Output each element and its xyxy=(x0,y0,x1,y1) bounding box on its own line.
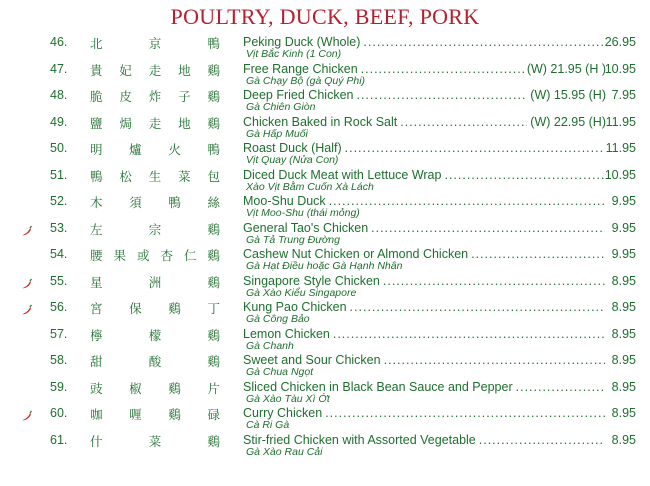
chinese-char: 咖 xyxy=(90,407,103,422)
vietnamese-name: Vịt Quay (Nửa Con) xyxy=(246,154,339,166)
vietnamese-name: Gà Chạy Bộ (gà Quý Phi) xyxy=(246,74,366,87)
english-name: Moo-Shu Duck xyxy=(243,194,326,208)
dot-leader xyxy=(516,380,605,394)
vietnamese-name: Gà Tả Trung Đường xyxy=(246,233,340,246)
item-price: 8.95 xyxy=(611,273,636,288)
item-price: 8.95 xyxy=(611,406,636,420)
chinese-char: 京 xyxy=(148,36,162,51)
chinese-char: 鷄 xyxy=(207,115,220,131)
chinese-name xyxy=(90,273,220,291)
vietnamese-name: Gà Chua Ngọt xyxy=(246,366,314,378)
chinese-char: 鷄 xyxy=(168,301,181,316)
chinese-name xyxy=(90,405,220,423)
english-name-line xyxy=(243,406,608,420)
chinese-name xyxy=(90,432,220,450)
chinese-char: 鷄 xyxy=(207,221,220,237)
english-name: Sliced Chicken in Black Bean Sauce and Pepper xyxy=(243,379,513,394)
chinese-char: 妃 xyxy=(119,62,132,78)
chinese-char: 片 xyxy=(207,380,220,396)
english-name: Lemon Chicken xyxy=(243,326,330,341)
dot-leader xyxy=(371,221,605,235)
menu-item xyxy=(0,274,650,300)
english-name: Peking Duck (Whole) xyxy=(243,35,361,49)
menu-item xyxy=(0,168,650,194)
dot-leader xyxy=(383,274,605,288)
dot-leader xyxy=(345,141,605,155)
english-name: General Tao's Chicken xyxy=(243,220,369,235)
chinese-char: 須 xyxy=(129,195,142,210)
dot-leader xyxy=(325,406,605,420)
item-number: 49. xyxy=(50,114,68,129)
chinese-char: 鴨 xyxy=(207,36,220,51)
chinese-char: 椒 xyxy=(129,380,142,396)
chinese-char: 走 xyxy=(148,62,162,78)
size-prices: (W) 22.95 (H) xyxy=(530,114,606,129)
chinese-char: 豉 xyxy=(90,380,103,396)
chinese-char: 生 xyxy=(148,168,162,184)
item-price: 11.95 xyxy=(605,141,636,155)
item-price: 10.95 xyxy=(604,61,636,76)
menu-item xyxy=(0,406,650,432)
vietnamese-name: Gà Xào Kiểu Singapore xyxy=(246,286,357,299)
item-number: 46. xyxy=(50,35,68,49)
menu-item xyxy=(0,62,650,88)
english-name-line xyxy=(243,194,608,208)
menu-item xyxy=(0,380,650,406)
chinese-char: 保 xyxy=(129,301,142,316)
item-price: 9.95 xyxy=(611,247,636,261)
chinese-name xyxy=(90,379,220,397)
english-name: Free Range Chicken xyxy=(243,61,358,76)
english-name-line xyxy=(243,168,608,182)
chinese-name xyxy=(90,326,220,344)
menu-item xyxy=(0,194,650,220)
chinese-name xyxy=(90,114,220,132)
chinese-char: 鷄 xyxy=(207,433,220,449)
vietnamese-name: Gà Xào Tàu Xì Ớt xyxy=(246,392,330,405)
vietnamese-name: Xào Vịt Bằm Cuốn Xà Lách xyxy=(246,180,374,193)
item-price: 8.95 xyxy=(611,353,636,367)
chinese-char: 鴨 xyxy=(207,142,220,157)
item-number: 55. xyxy=(50,273,68,288)
english-name: Chicken Baked in Rock Salt xyxy=(243,114,398,129)
english-name-line xyxy=(243,353,608,367)
item-price: 8.95 xyxy=(611,432,636,447)
menu-item xyxy=(0,327,650,353)
item-price: 8.95 xyxy=(611,326,636,341)
english-name-line xyxy=(243,274,608,288)
english-name: Stir-fried Chicken with Assorted Vegetable xyxy=(243,432,476,447)
chinese-name xyxy=(90,246,220,264)
english-name-line xyxy=(243,221,608,235)
chinese-char: 菜 xyxy=(178,168,191,184)
chinese-char: 子 xyxy=(178,89,191,104)
english-name: Deep Fried Chicken xyxy=(243,88,354,102)
item-price: 10.95 xyxy=(604,167,636,182)
item-number: 59. xyxy=(50,379,68,394)
dot-leader xyxy=(363,35,605,49)
chinese-char: 果 xyxy=(113,248,126,263)
chili-pepper-icon xyxy=(20,224,33,237)
english-name-line xyxy=(243,141,608,155)
chinese-char: 鴨 xyxy=(168,195,181,210)
chinese-char: 鷄 xyxy=(207,89,220,104)
item-price: 8.95 xyxy=(611,300,636,314)
vietnamese-name: Gà Xào Rau Cải xyxy=(246,445,323,458)
chinese-name xyxy=(90,352,220,370)
item-number: 57. xyxy=(50,326,68,341)
chinese-char: 或 xyxy=(136,248,150,263)
english-name: Roast Duck (Half) xyxy=(243,141,342,155)
chinese-char: 脆 xyxy=(90,89,103,104)
chinese-char: 鹽 xyxy=(90,115,103,131)
chinese-char: 鷄 xyxy=(207,327,220,343)
chinese-name xyxy=(90,140,220,158)
english-name-line xyxy=(243,115,608,129)
chinese-char: 皮 xyxy=(119,89,132,104)
chinese-char: 檸 xyxy=(90,327,103,343)
english-name-line xyxy=(243,380,608,394)
dot-leader xyxy=(361,62,524,76)
chinese-char: 鴨 xyxy=(90,168,103,184)
chinese-name xyxy=(90,61,220,79)
section-title: POULTRY, DUCK, BEEF, PORK xyxy=(170,4,480,29)
chinese-char: 杏 xyxy=(160,248,173,263)
item-price: 9.95 xyxy=(611,220,636,235)
item-number: 61. xyxy=(50,432,68,447)
chinese-char: 絲 xyxy=(207,195,220,210)
english-name: Curry Chicken xyxy=(243,406,323,420)
chinese-char: 鷄 xyxy=(168,407,181,422)
chinese-char: 左 xyxy=(90,221,103,237)
dot-leader xyxy=(444,168,605,182)
chinese-char: 鷄 xyxy=(207,248,220,263)
english-name-line xyxy=(243,88,608,102)
menu-item xyxy=(0,88,650,114)
chinese-char: 明 xyxy=(90,142,103,157)
size-prices: (W) 21.95 (H ) xyxy=(526,61,606,76)
chinese-char: 丁 xyxy=(207,301,220,316)
item-number: 48. xyxy=(50,88,68,102)
chinese-name xyxy=(90,193,220,211)
item-number: 52. xyxy=(50,194,68,208)
chinese-name xyxy=(90,34,220,52)
chinese-char: 貴 xyxy=(90,62,103,78)
chili-pepper-icon xyxy=(20,277,33,290)
item-price: 7.95 xyxy=(611,88,636,102)
vietnamese-name: Cà Ri Gà xyxy=(246,419,290,431)
item-number: 58. xyxy=(50,353,68,367)
chinese-char: 檬 xyxy=(148,327,162,343)
chinese-char: 松 xyxy=(119,168,132,184)
chinese-char: 鷄 xyxy=(207,354,220,369)
chinese-char: 碌 xyxy=(207,407,220,422)
dot-leader xyxy=(356,88,527,102)
menu-item xyxy=(0,247,650,273)
dot-leader xyxy=(479,433,605,447)
english-name-line xyxy=(243,247,608,261)
chinese-char: 洲 xyxy=(148,274,162,290)
chinese-name xyxy=(90,167,220,185)
vietnamese-name: Vịt Bắc Kinh (1 Con) xyxy=(246,48,342,60)
chinese-char: 喱 xyxy=(129,407,142,422)
vietnamese-name: Gà Hấp Muối xyxy=(246,127,308,140)
english-name: Singapore Style Chicken xyxy=(243,273,380,288)
english-name-line xyxy=(243,433,608,447)
english-name-line xyxy=(243,62,608,76)
dot-leader xyxy=(350,300,605,314)
chinese-char: 木 xyxy=(90,195,103,210)
menu-item xyxy=(0,353,650,379)
item-price: 26.95 xyxy=(604,35,636,49)
item-number: 47. xyxy=(50,61,68,76)
chinese-char: 鷄 xyxy=(207,274,220,290)
chinese-char: 宗 xyxy=(148,221,162,237)
dot-leader xyxy=(333,327,605,341)
chinese-char: 星 xyxy=(90,274,103,290)
chinese-char: 地 xyxy=(178,62,191,78)
menu-item xyxy=(0,141,650,167)
chinese-char: 包 xyxy=(207,168,220,184)
chinese-name xyxy=(90,87,220,105)
item-number: 56. xyxy=(50,300,68,314)
item-price: 8.95 xyxy=(611,379,636,394)
chili-pepper-icon xyxy=(20,303,33,316)
chinese-char: 焗 xyxy=(119,115,132,131)
chili-pepper-icon xyxy=(20,409,33,422)
english-name: Kung Pao Chicken xyxy=(243,300,347,314)
vietnamese-name: Gà Chanh xyxy=(246,339,294,352)
english-name-line xyxy=(243,300,608,314)
english-name-line xyxy=(243,35,608,49)
chinese-char: 菜 xyxy=(148,433,162,449)
menu-item xyxy=(0,433,650,459)
chinese-name xyxy=(90,299,220,317)
chinese-char: 走 xyxy=(148,115,162,131)
menu-item xyxy=(0,300,650,326)
chinese-char: 爐 xyxy=(129,142,142,157)
item-number: 60. xyxy=(50,406,68,420)
chinese-char: 酸 xyxy=(148,354,162,369)
english-name: Diced Duck Meat with Lettuce Wrap xyxy=(243,167,442,182)
vietnamese-name: Gà Công Bảo xyxy=(246,313,310,325)
vietnamese-name: Gà Hạt Điều hoặc Gà Hạnh Nhân xyxy=(246,260,403,272)
item-price: 9.95 xyxy=(611,194,636,208)
item-number: 51. xyxy=(50,167,68,182)
vietnamese-name: Vịt Moo-Shu (thái mỏng) xyxy=(246,207,360,219)
english-name: Cashew Nut Chicken or Almond Chicken xyxy=(243,247,469,261)
menu-item xyxy=(0,115,650,141)
chinese-char: 炸 xyxy=(148,89,162,104)
size-prices: (W) 15.95 (H) xyxy=(530,88,606,102)
chinese-name xyxy=(90,220,220,238)
vietnamese-name: Gà Chiên Giòn xyxy=(246,101,316,113)
item-price: 11.95 xyxy=(605,114,636,129)
chinese-char: 腰 xyxy=(90,248,103,263)
menu-item xyxy=(0,221,650,247)
chinese-char: 宮 xyxy=(90,301,103,316)
chinese-char: 鷄 xyxy=(207,62,220,78)
item-number: 53. xyxy=(50,220,68,235)
dot-leader xyxy=(384,353,605,367)
item-number: 54. xyxy=(50,247,68,261)
chinese-char: 什 xyxy=(90,433,103,449)
chinese-char: 仁 xyxy=(183,248,197,263)
menu-item xyxy=(0,35,650,61)
english-name: Sweet and Sour Chicken xyxy=(243,353,381,367)
chinese-char: 甜 xyxy=(90,354,103,369)
english-name-line xyxy=(243,327,608,341)
chinese-char: 鷄 xyxy=(168,380,181,396)
dot-leader xyxy=(400,115,527,129)
chinese-char: 火 xyxy=(168,142,181,157)
chinese-char: 北 xyxy=(90,36,103,51)
dot-leader xyxy=(329,194,605,208)
dot-leader xyxy=(471,247,605,261)
item-number: 50. xyxy=(50,141,68,155)
chinese-char: 地 xyxy=(178,115,191,131)
